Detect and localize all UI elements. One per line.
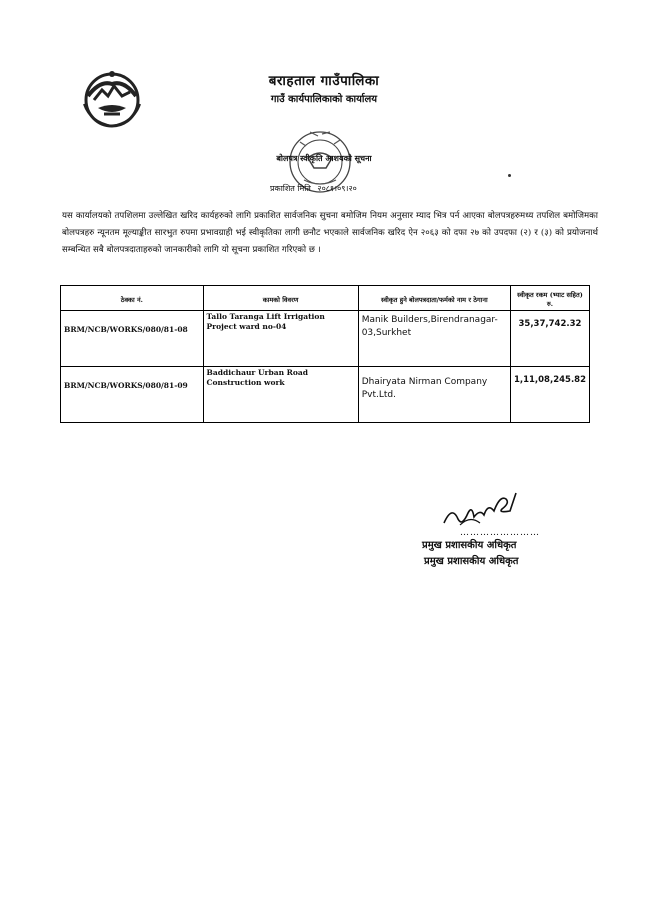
notice-title: बोलपत्र स्वीकृति आशयको सूचना	[276, 153, 372, 163]
bidder-name: Manik Builders,Birendranagar-03,Surkhet	[358, 311, 510, 367]
signatory-stamp: प्रमुख प्रशासकीय अधिकृत	[424, 556, 519, 567]
notice-body-paragraph: यस कार्यालयको तपशिलमा उल्लेखित खरिद कार्यहरुको लागि प्रकाशित सार्वजनिक सुचना बमोजिम नियम अनुसार म्याद भित्र पर्न आएका बोलपत्रहरुमध्य तपशिल बमोजिमका बोलपत्रहरु न्यूनतम मूल्याङ्कीत सारभुत रुपमा प्रभावग्राही भई स्वीकृतिका लागी छनौट भएकाले सार्वजनिक खरिद ऐन २०६३ को दफा २७ को उपदफा (२) र (३) को प्रयोजनार्थ सम्बन्धित सबै बोलपत्रदाताहरुको जानकारीको लागि यो सूचना प्रकाशित गरिएको छ ।	[62, 211, 598, 255]
contract-number: BRM/NCB/WORKS/080/81-08	[61, 311, 204, 367]
published-label: प्रकाशित मिति	[270, 184, 311, 193]
contract-number: BRM/NCB/WORKS/080/81-09	[61, 367, 204, 423]
header-bidder: स्वीकृत हुने बोलपत्रदाता/फर्मको नाम र ठेगाना	[358, 286, 510, 311]
table-header-row	[61, 286, 590, 311]
published-date: २०८१।०९।२०	[317, 184, 357, 193]
signatory-designation: प्रमुख प्रशासकीय अधिकृत	[422, 540, 517, 551]
table-row	[61, 367, 590, 423]
office-title: बराहताल गाउँपालिका	[268, 73, 380, 89]
signature-dotted-line: ……………………	[460, 528, 540, 538]
work-description: Baddichaur Urban Road Construction work	[203, 367, 358, 423]
approved-amount: 1,11,08,245.82	[510, 367, 589, 423]
award-table	[60, 285, 590, 423]
header-contract-no: ठेक्का नं.	[61, 286, 204, 311]
published-date-line	[270, 183, 361, 194]
header-work-description: कामको विवरण	[203, 286, 358, 311]
header-amount: स्वीकृत रकम (भ्याट सहित) रु.	[510, 286, 589, 311]
table-row	[61, 311, 590, 367]
nepal-emblem-logo	[80, 66, 144, 130]
work-description: Tallo Taranga Lift Irrigation Project ward no-04	[203, 311, 358, 367]
bidder-name: Dhairyata Nirman Company Pvt.Ltd.	[358, 367, 510, 423]
office-subtitle: गाउँ कार्यपालिकाको कार्यालय	[270, 94, 378, 105]
approved-amount: 35,37,742.32	[510, 311, 589, 367]
handwritten-signature	[440, 485, 520, 530]
page-mark-dot	[508, 174, 511, 177]
